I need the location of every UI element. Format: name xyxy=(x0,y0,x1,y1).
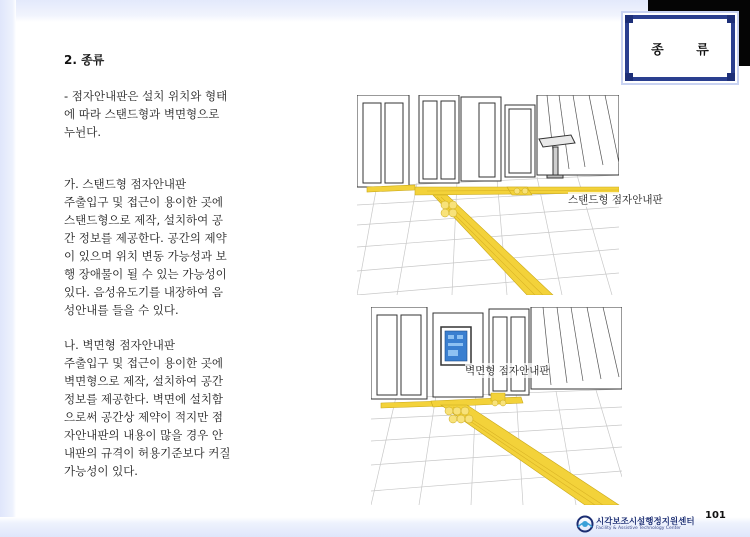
wall-type-caption: 벽면형 점자안내판 xyxy=(465,365,550,377)
section-badge xyxy=(625,15,735,81)
logo-mark-icon xyxy=(576,515,594,533)
stand-type-caption: 스탠드형 점자안내판 xyxy=(568,194,663,206)
wall-type-illustration xyxy=(371,307,622,505)
wall-type-title: 나. 벽면형 점자안내판 xyxy=(64,338,175,352)
logo-subtext: Facility & Assistive Technology Center xyxy=(596,526,681,531)
section-badge-label: 종 류 xyxy=(651,43,723,58)
wall-type-body: 주출입구 및 접근이 용이한 곳에 벽면형으로 제작, 설치하여 공간 정보를 제공한다. 벽면에 설치함 으로써 공간상 제약이 적지만 점 자안내판의 내용이 많을 경우 안 내판의 규격이 허용기준보다 커질 가능성이 있다. xyxy=(64,356,231,478)
intro-paragraph: - 점자안내판은 설치 위치와 형태 에 따라 스탠드형과 벽면형으로 누뉜다. xyxy=(64,89,228,139)
section-heading: 2. 종류 xyxy=(64,53,105,67)
stand-type-body: 주출입구 및 접근이 용이한 곳에 스탠드형으로 제작, 설치하여 공 간 정보를 제공한다. 공간의 제약 이 있으며 위치 변동 가능성과 보 행 장애물이 될 수 있는 가능성이 있다. 음성유도기를 내장하여 음 성안내를 들을 수 있다. xyxy=(64,195,227,317)
page-number: 101 xyxy=(705,510,726,521)
center-logo xyxy=(576,513,706,535)
left-decor-band xyxy=(0,0,16,537)
stand-type-title: 가. 스탠드형 점자안내판 xyxy=(64,177,187,191)
logo-text: 시각보조시설행정지원센터 xyxy=(596,517,695,527)
